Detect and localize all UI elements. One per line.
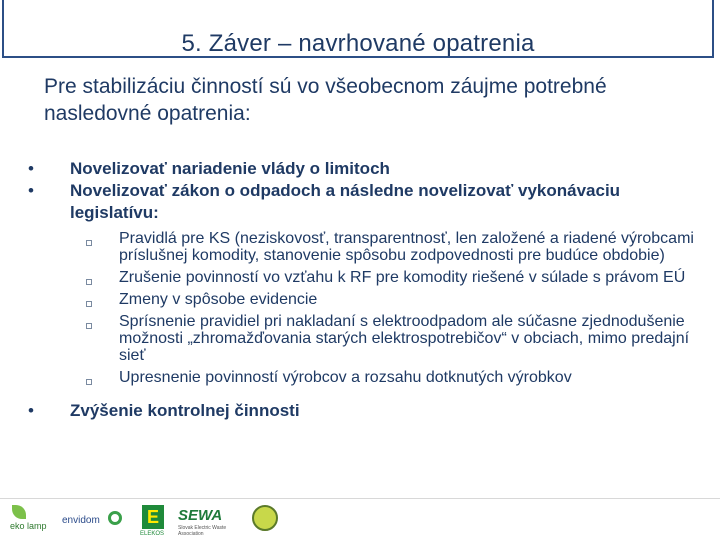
- square-bullet-icon: [86, 301, 92, 307]
- sub-bullet-text: Sprísnenie pravidiel pri nakladaní s elektroodpadom ale súčasne zjednodušenie možnosti „zhromažďovania starých elektrospotrebičov“ v obciach, mimo predajní sieť: [119, 313, 690, 364]
- square-bullet-icon: [86, 379, 92, 385]
- bullet-dot-icon: •: [28, 159, 34, 178]
- sub-bullet-text: Upresnenie povinností výrobcov a rozsahu dotknutých výrobkov: [119, 369, 572, 386]
- bullet-dot-icon: •: [28, 181, 34, 200]
- sub-bullet-item: [92, 369, 707, 386]
- lead-paragraph: Pre stabilizáciu činností sú vo všeobecnom záujme potrebné nasledovné opatrenia:: [44, 75, 607, 125]
- elekos-logo: [140, 503, 168, 537]
- sub-bullet-item: [92, 269, 707, 286]
- bullet-text: Novelizovať zákon o odpadoch a následne novelizovať vykonávaciu legislatívu:: [70, 181, 621, 222]
- sub-bullet-text: Zrušenie povinností vo vzťahu k RF pre komodity riešené v súlade s právom EÚ: [119, 269, 686, 286]
- elekos-logo-text: ELEKOS: [140, 531, 165, 537]
- footer-logo-strip: [0, 498, 720, 541]
- elekos-letter: E: [147, 507, 160, 527]
- square-bullet-icon: [86, 279, 92, 285]
- sub-bullet-text: Zmeny v spôsobe evidencie: [119, 291, 318, 308]
- envidom-logo: [62, 503, 128, 537]
- ekolamp-logo: [8, 503, 54, 537]
- bullet-item: [28, 180, 708, 224]
- sub-bullet-item: [92, 291, 707, 308]
- recycle-icon: [108, 511, 122, 525]
- leaf-icon: [12, 505, 26, 519]
- sewa-logo-text: SEWA: [178, 507, 223, 524]
- envidom-logo-text: envidom: [62, 515, 100, 526]
- bullet-list: [28, 158, 708, 422]
- bullet-dot-icon: •: [28, 401, 34, 420]
- square-bullet-icon: [86, 240, 92, 246]
- page-title: 5. Záver – navrhované opatrenia: [181, 30, 535, 57]
- ekolamp-logo-text: eko lamp: [10, 521, 47, 531]
- round-seal-logo: [248, 503, 282, 537]
- sub-bullet-item: [92, 313, 707, 364]
- title-frame: [2, 0, 714, 58]
- bullet-text: Novelizovať nariadenie vlády o limitoch: [70, 159, 390, 178]
- square-bullet-icon: [86, 323, 92, 329]
- bullet-item: [28, 400, 708, 422]
- sewa-logo: [178, 503, 240, 537]
- sub-bullet-list: [92, 230, 707, 386]
- sub-bullet-item: [92, 230, 707, 264]
- bullet-item: [28, 158, 708, 180]
- seal-icon: [252, 505, 278, 531]
- bullet-text: Zvýšenie kontrolnej činnosti: [70, 401, 300, 420]
- sewa-logo-subtitle: Slovak Electric Waste Association: [178, 525, 227, 537]
- sub-bullet-text: Pravidlá pre KS (neziskovosť, transparentnosť, len založené a riadené výrobcami príslušnej komodity, stanovenie spôsobu zodpovednosti pre budúce obdobie): [119, 230, 694, 264]
